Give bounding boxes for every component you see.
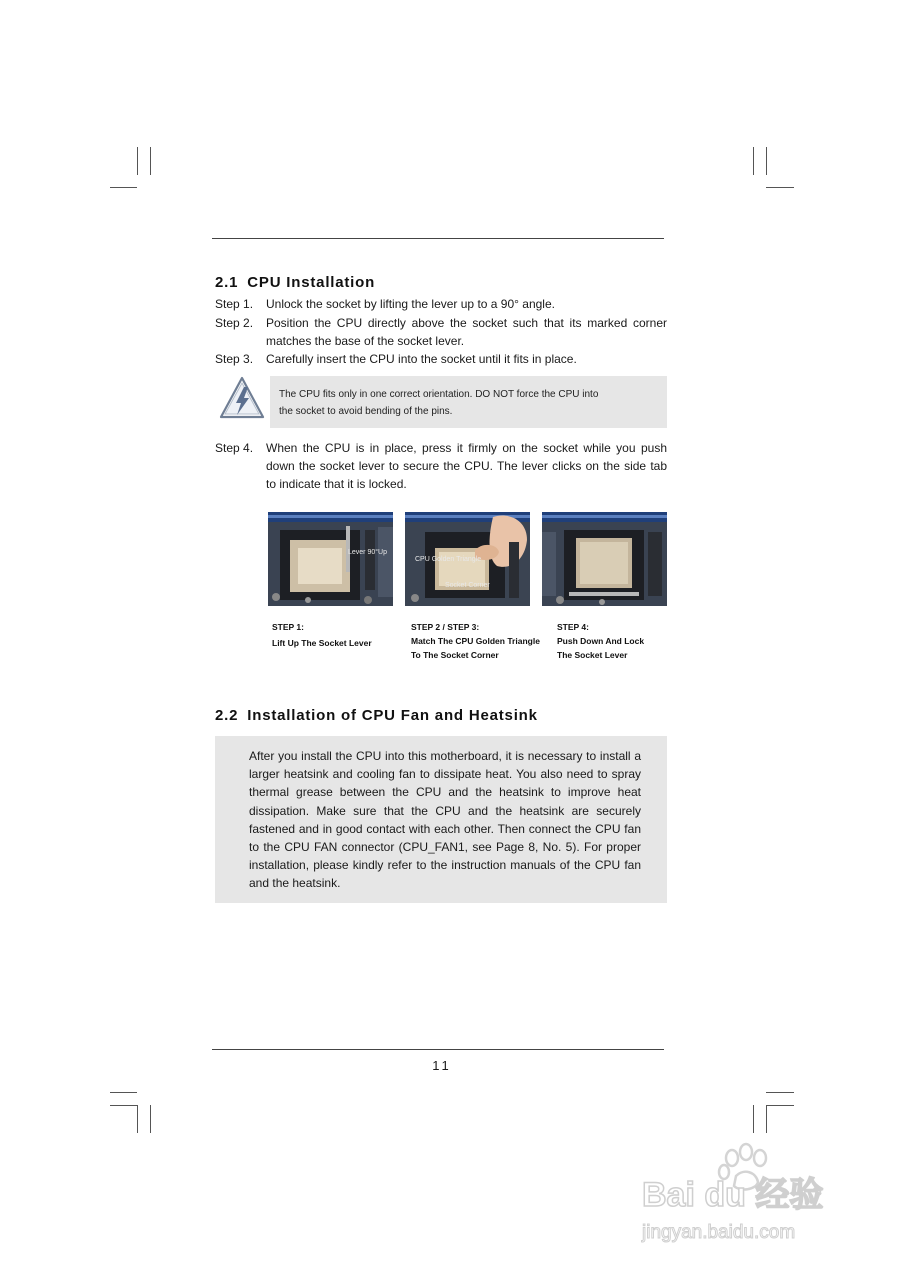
step-3 (215, 350, 667, 368)
caption-line: Lift Up The Socket Lever (272, 638, 372, 648)
top-rule (212, 238, 664, 239)
crop-mark (150, 1105, 151, 1133)
photo-step2-cpu-alignment (405, 512, 530, 606)
section-number: 2.2 (215, 707, 239, 724)
note-text: The CPU fits only in one correct orientation. DO NOT force the CPU into the socket to avoid bending of the pins. (279, 389, 599, 417)
photo-caption-step1 (272, 620, 372, 650)
heatsink-instructions-text: After you install the CPU into this motherboard, it is necessary to install a larger heatsink and cooling fan to dissipate heat. You also need to spray thermal grease between the CPU and the heatsink to improve heat dissipation. Make sure that the CPU and the heatsink are securely fastened and in good contact with each other. Then connect the CPU fan to the CPU FAN connector (CPU_FAN1, see Page 8, No. 5). For proper installation, please kindly refer to the instruction manuals of the CPU fan and the heatsink. (249, 749, 641, 891)
section-title: CPU Installation (247, 274, 376, 291)
photo-step1-socket-lever-up (268, 512, 393, 606)
page-number: 11 (432, 1058, 452, 1073)
crop-mark (110, 1092, 137, 1093)
photo-caption-step4 (557, 620, 644, 662)
photo-step4-socket-locked (542, 512, 667, 606)
section-heading-fan-heatsink (215, 707, 538, 724)
crop-mark (766, 1105, 794, 1106)
caption-line: The Socket Lever (557, 650, 628, 660)
photo-overlay-label: CPU Golden Triangle (415, 556, 482, 563)
crop-mark (110, 1105, 137, 1106)
crop-mark (766, 1092, 794, 1093)
step-label: Step 3. (215, 352, 254, 366)
crop-mark (753, 147, 754, 175)
step-text: Unlock the socket by lifting the lever up to a 90° angle. (266, 297, 555, 311)
caption-line: To The Socket Corner (411, 650, 499, 660)
caption-title: STEP 1: (272, 622, 304, 632)
step-text: Carefully insert the CPU into the socket until it fits in place. (266, 352, 577, 366)
step-label: Step 4. (215, 441, 254, 455)
crop-mark (766, 187, 794, 188)
heatsink-instructions-box (215, 736, 667, 903)
note-box (270, 376, 667, 428)
crop-mark (137, 147, 138, 175)
step-text: Position the CPU directly above the socket such that its marked corner matches the base of the socket lever. (266, 316, 667, 348)
photo-overlay-label: Lever 90°Up (348, 549, 387, 556)
step-2 (215, 314, 667, 350)
crop-mark (137, 1105, 138, 1133)
photo-overlay-label: Socket Corner (445, 582, 490, 589)
section-heading-cpu-installation (215, 274, 375, 291)
crop-mark (150, 147, 151, 175)
step-4 (215, 439, 667, 493)
photo-caption-step2-3 (411, 620, 540, 662)
watermark-brand: Bai du 经验 (642, 1176, 824, 1214)
crop-mark (753, 1105, 754, 1133)
caption-title: STEP 2 / STEP 3: (411, 622, 480, 632)
step-text: When the CPU is in place, press it firmly on the socket while you push down the socket lever to secure the CPU. The lever clicks on the side tab to indicate that it is locked. (266, 441, 667, 491)
caption-line: Push Down And Lock (557, 636, 645, 646)
step-label: Step 1. (215, 297, 254, 311)
section-title: Installation of CPU Fan and Heatsink (247, 707, 538, 724)
caption-title: STEP 4: (557, 622, 589, 632)
baidu-watermark-logo (640, 1140, 860, 1250)
crop-mark (766, 147, 767, 175)
step-label: Step 2. (215, 316, 254, 330)
crop-mark (766, 1105, 767, 1133)
watermark-url: jingyan.baidu.com (642, 1222, 796, 1243)
section-number: 2.1 (215, 274, 239, 291)
warning-triangle-icon (218, 374, 266, 422)
crop-mark (110, 187, 137, 188)
caption-line: Match The CPU Golden Triangle (411, 636, 540, 646)
bottom-rule (212, 1049, 664, 1050)
step-1 (215, 295, 667, 313)
